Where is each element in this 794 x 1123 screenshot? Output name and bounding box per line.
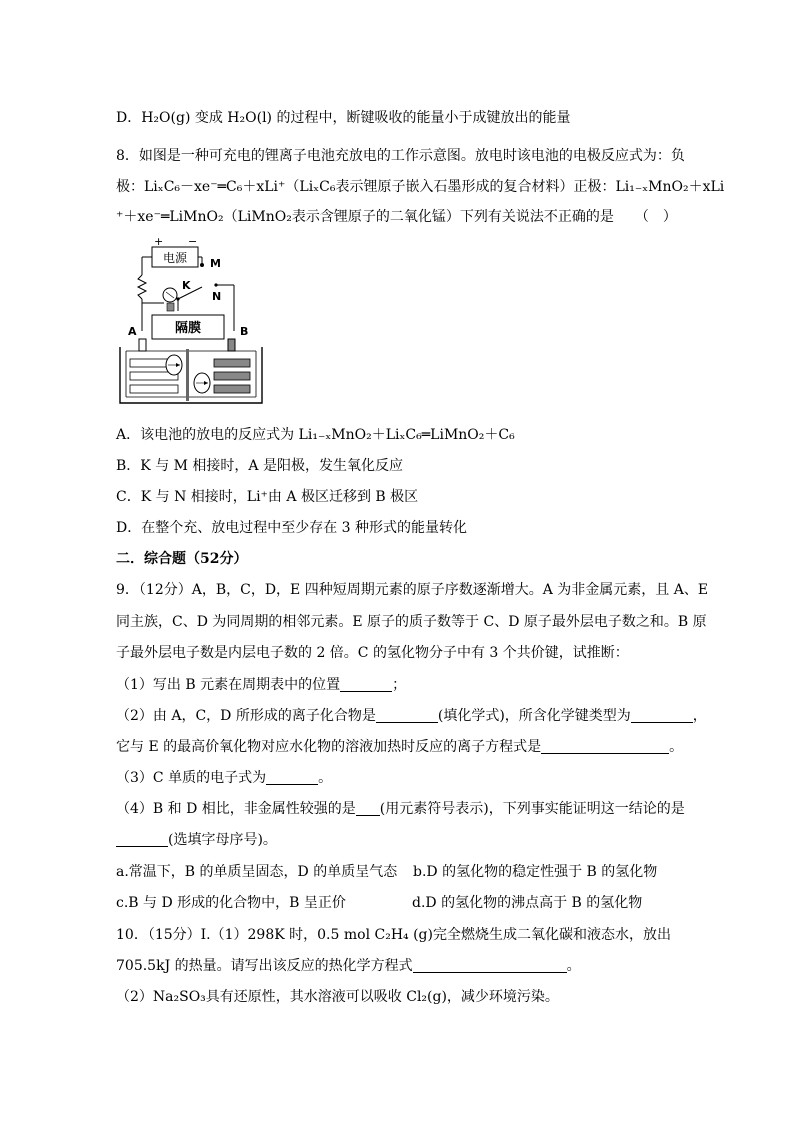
- answer-blank[interactable]: [376, 708, 438, 723]
- q9-stem-line2: 同主族，C、D 为同周期的相邻元素。E 原子的质子数等于 C、D 原子最外层电子数之和。B 原: [116, 614, 707, 630]
- battery-diagram: [116, 237, 266, 409]
- q9-sub1-end: ；: [392, 677, 407, 693]
- q9-sub4: [116, 799, 685, 819]
- q9-stem-line3: 子最外层电子数是内层电子数的 2 倍。C 的氢化物分子中有 3 个共价键，试推断：: [116, 645, 629, 661]
- q8-option-a: A．该电池的放电的反应式为 Li₁₋ₓMnO₂＋LiₓC₆═LiMnO₂＋C₆: [116, 427, 515, 443]
- q9-sub4-text: （4）B 和 D 相比，非金属性较强的是: [116, 801, 356, 817]
- q9-sub2-text2: (填化学式)，所含化学键类型为: [437, 708, 631, 724]
- q10-sub2: （2）Na₂SO₃具有还原性，其水溶液可以吸收 Cl₂(g)，减少环境污染。: [116, 989, 559, 1005]
- q9-sub4-text2: (用元素符号表示)，下列事实能证明这一结论的是: [379, 801, 685, 817]
- q9-sub2: [116, 706, 707, 726]
- answer-blank[interactable]: [541, 739, 669, 754]
- q9-sub3-end: 。: [318, 770, 333, 786]
- q10-stem-line2: [116, 956, 581, 976]
- answer-blank[interactable]: [631, 708, 693, 723]
- q9-sub1-text: （1）写出 B 元素在周期表中的位置: [116, 677, 341, 693]
- q9-option-c: c.B 与 D 形成的化合物中，B 呈正价: [116, 895, 346, 911]
- label-k: K: [182, 279, 191, 292]
- label-n: N: [212, 290, 222, 303]
- option-d-prev: D．H₂O(g) 变成 H₂O(l) 的过程中，断键吸收的能量小于成键放出的能量: [116, 110, 571, 126]
- q8-option-c: C．K 与 N 相接时，Li⁺由 A 极区迁移到 B 极区: [116, 489, 419, 505]
- q9-sub4-end: (选填字母序号)。: [168, 832, 277, 848]
- membrane-label: 隔膜: [174, 321, 202, 336]
- answer-blank[interactable]: [116, 832, 168, 847]
- power-label: 电源: [162, 251, 188, 265]
- q8-option-d: D．在整个充、放电过程中至少存在 3 种形式的能量转化: [116, 520, 468, 536]
- q9-stem-line1: 9．（12分）A，B，C，D，E 四种短周期元素的原子序数逐渐增大。A 为非金属元素，且 A、E: [116, 582, 709, 598]
- q10-text: 705.5kJ 的热量。请写出该反应的热化学方程式: [116, 958, 413, 974]
- answer-blank[interactable]: [266, 770, 318, 785]
- q8-stem-line1: 8．如图是一种可充电的锂离子电池充放电的工作示意图。放电时该电池的电极反应式为：负: [116, 148, 685, 164]
- answer-blank[interactable]: [356, 801, 380, 816]
- q9-sub2-end: 。: [669, 739, 684, 755]
- answer-blank[interactable]: [340, 677, 392, 692]
- q9-sub2-line2: [116, 737, 683, 757]
- section-heading: 二．综合题（52分）: [116, 551, 248, 567]
- q8-option-b: B．K 与 M 相接时，A 是阳极，发生氧化反应: [116, 458, 403, 474]
- q9-sub2-comma: ，: [692, 708, 707, 724]
- q9-sub4-line2: [116, 830, 277, 850]
- q8-stem-line2: 极：LiₓC₆－xe⁻═C₆＋xLi⁺（LiₓC₆表示锂原子嵌入石墨形成的复合材料）正极：Li₁₋ₓMnO₂＋xLi: [116, 179, 725, 195]
- q9-option-a: a.常温下，B 的单质呈固态，D 的单质呈气态: [116, 864, 398, 880]
- q9-sub3: [116, 768, 332, 788]
- q10-stem-line1: 10．（15分）Ⅰ.（1）298K 时，0.5 mol C₂H₄ (g)完全燃烧生成二氧化碳和液态水，放出: [116, 927, 671, 943]
- q9-sub3-text: （3）C 单质的电子式为: [116, 770, 267, 786]
- q9-sub2-text3: 它与 E 的最高价氧化物对应水化物的溶液加热时反应的离子方程式是: [116, 739, 542, 755]
- q9-sub1: [116, 675, 406, 695]
- q9-sub2-text: （2）由 A，C，D 所形成的离子化合物是: [116, 708, 376, 724]
- label-b: B: [240, 325, 249, 338]
- answer-blank[interactable]: [413, 958, 567, 973]
- label-a: A: [128, 325, 137, 338]
- plus-sign: +: [154, 237, 164, 248]
- q8-stem-line3: ⁺＋xe⁻═LiMnO₂（LiMnO₂表示含锂原子的二氧化锰）下列有关说法不正确的是 （ ）: [116, 209, 677, 225]
- q9-option-b: b.D 的氢化物的稳定性强于 B 的氢化物: [413, 864, 658, 880]
- q9-option-d: d.D 的氢化物的沸点高于 B 的氢化物: [412, 895, 643, 911]
- minus-sign: −: [188, 237, 198, 248]
- label-m: M: [210, 257, 221, 270]
- q9-options-row1: [116, 862, 397, 882]
- q10-end: 。: [566, 958, 581, 974]
